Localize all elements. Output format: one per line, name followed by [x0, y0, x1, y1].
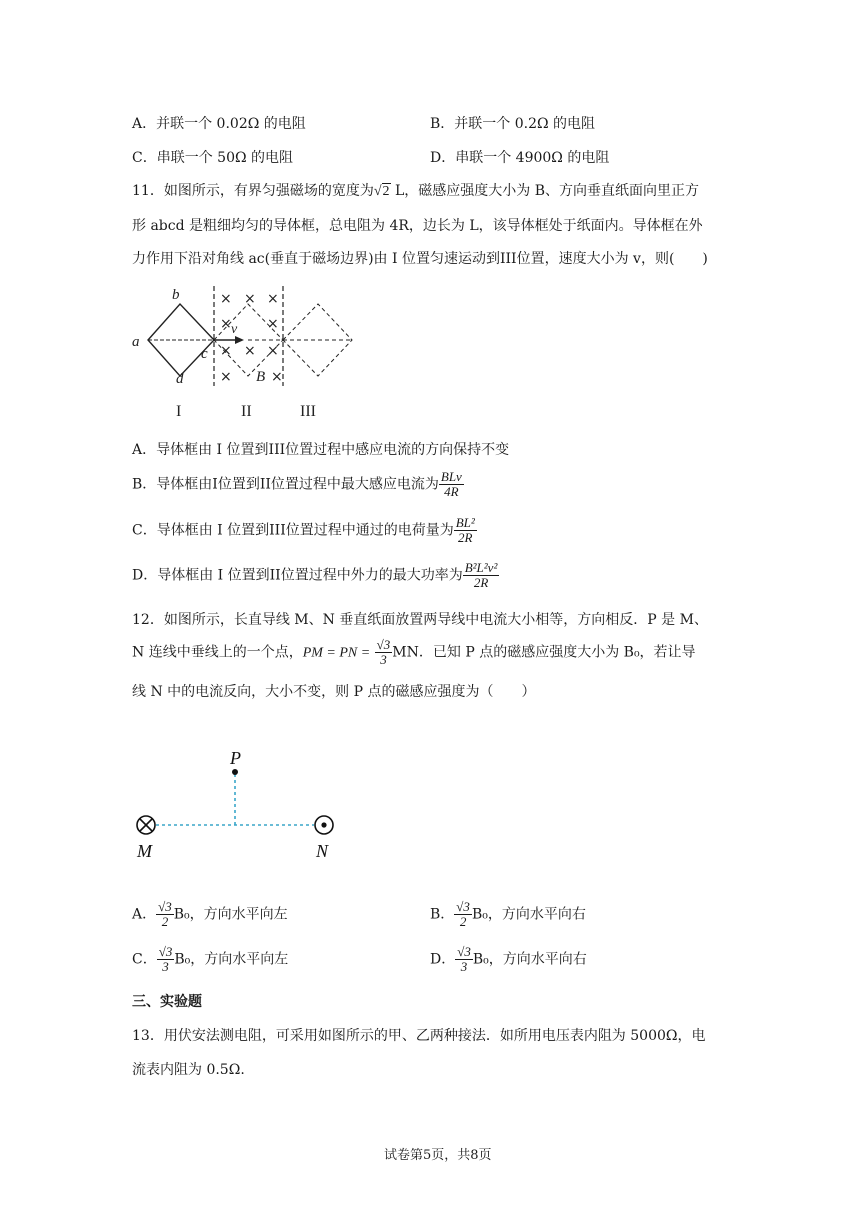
- label-a: a: [132, 334, 140, 350]
- q11-figure: [128, 282, 368, 422]
- q10-option-c: C．串联一个 50Ω 的电阻: [132, 150, 294, 166]
- q11-stem-line3: 力作用下沿对角线 ac(垂直于磁场边界)由 I 位置匀速运动到III位置，速度大小为 v，则( ): [132, 251, 708, 267]
- svg-text:×: ×: [267, 343, 279, 359]
- magnetic-field-crosses: [220, 291, 283, 385]
- svg-text:×: ×: [220, 291, 232, 307]
- label-p: P: [230, 748, 241, 768]
- label-v: v: [231, 322, 238, 337]
- label-d: d: [176, 371, 184, 387]
- q11-option-a: A．导体框由 I 位置到III位置过程中感应电流的方向保持不变: [132, 442, 510, 458]
- svg-text:×: ×: [220, 343, 232, 359]
- q10-option-a: A．并联一个 0.02Ω 的电阻: [132, 116, 306, 132]
- q10-option-b: B．并联一个 0.2Ω 的电阻: [430, 116, 596, 132]
- q13-stem-line2: 流表内阻为 0.5Ω.: [132, 1062, 245, 1078]
- q11-option-b: B．导体框由I位置到II位置过程中最大感应电流为 $\frac{\text{BLv}}{4R}$: [132, 469, 462, 499]
- label-c: c: [201, 346, 208, 362]
- q10-option-d: D．串联一个 4900Ω 的电阻: [430, 150, 610, 166]
- label-field-B: B: [256, 369, 266, 385]
- section-heading: 三、实验题: [132, 994, 202, 1010]
- svg-text:×: ×: [244, 291, 256, 307]
- q11-stem-line2: 形 abcd 是粗细均匀的导体框，总电阻为 4R，边长为 L，该导体框处于纸面内。导体框在外: [132, 218, 703, 234]
- position-label-1: I: [176, 403, 182, 420]
- fraction: $\frac{√3}{3}$: [457, 944, 471, 974]
- svg-text:×: ×: [220, 316, 232, 332]
- svg-text:×: ×: [271, 369, 283, 385]
- fraction: $\frac{√3}{2}$: [456, 899, 470, 929]
- position-label-2: II: [241, 403, 252, 420]
- q12-stem-line2: N 连线中垂线上的一个点，PM = PN = $\frac{√3}{3}$ MN．已知 P 点的磁感应强度大小为 B₀，若让导: [132, 637, 696, 667]
- label-n: N: [316, 841, 329, 861]
- q13-stem-line1: 13．用伏安法测电阻，可采用如图所示的甲、乙两种接法．如所用电压表内阻为 5000Ω，电: [132, 1028, 706, 1044]
- q12-option-a: A． $\frac{√3}{2}$ B₀，方向水平向左: [132, 899, 288, 929]
- fraction: $\frac{\text{BLv}}{4R}$: [440, 469, 462, 499]
- label-b: b: [172, 287, 180, 303]
- fraction: $\frac{\text{B²L²v²}}{2R}$: [464, 560, 498, 590]
- q12-option-c: C． $\frac{√3}{3}$ B₀，方向水平向左: [132, 944, 289, 974]
- position-label-3: III: [300, 403, 316, 420]
- q12-stem-line3: 线 N 中的电流反向，大小不变，则 P 点的磁感应强度为（ ）: [132, 684, 536, 700]
- svg-text:×: ×: [244, 343, 256, 359]
- velocity-arrowhead: [235, 336, 244, 344]
- svg-text:×: ×: [220, 369, 232, 385]
- svg-text:×: ×: [267, 291, 279, 307]
- q12-option-b: B． $\frac{√3}{2}$ B₀，方向水平向右: [430, 899, 586, 929]
- q11-option-d: D．导体框由 I 位置到II位置过程中外力的最大功率为 $\frac{\text{B²L²v²}}{2R}$: [132, 560, 498, 590]
- fraction: $\frac{√3}{2}$: [158, 899, 172, 929]
- q12-figure: [130, 740, 350, 870]
- q12-stem-line1: 12．如图所示，长直导线 M、N 垂直纸面放置两导线中电流大小相等，方向相反．P 是 M、: [132, 612, 708, 628]
- fraction: $\frac{√3}{3}$: [158, 944, 173, 974]
- fraction: $\frac{\text{BL²}}{2R}$: [455, 515, 475, 545]
- q12-option-d: D． $\frac{√3}{3}$ B₀，方向水平向右: [430, 944, 587, 974]
- q11-stem-line1: 11．如图所示，有界匀强磁场的宽度为√2 L，磁感应强度大小为 B、方向垂直纸面向里正方: [132, 183, 700, 199]
- sqrt-two-symbol: √2: [373, 184, 390, 199]
- page-footer: 试卷第5页，共8页: [384, 1148, 492, 1163]
- fraction: $\frac{√3}{3}$: [376, 637, 391, 667]
- label-m: M: [137, 841, 152, 861]
- q11-option-c: C．导体框由 I 位置到III位置过程中通过的电荷量为 $\frac{\text{BL²}}{2R}$: [132, 515, 475, 545]
- point-p: [232, 769, 238, 775]
- svg-text:×: ×: [267, 316, 279, 332]
